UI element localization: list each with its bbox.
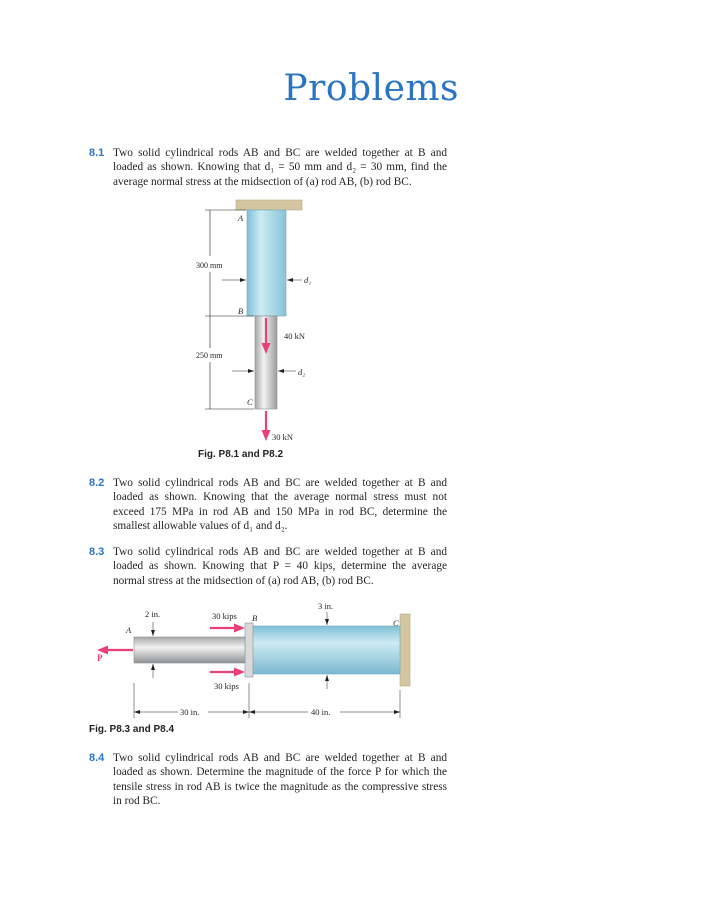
label-b: B xyxy=(238,306,244,316)
problem-text: Two solid cylindrical rods AB and BC are welded together at B and loaded as shown. Knowing that the average normal stress must not exceed 175 MPa in rod AB and 150 MPa in rod BC, determine the smallest allowable values of d₁ and d₂. xyxy=(113,477,447,533)
label-d1: d₁ xyxy=(304,275,312,285)
problem-text: Two solid cylindrical rods AB and BC are welded together at B and loaded as shown. Knowing that d₁ = 50 mm and d₂ = 30 mm, find the average normal stress at the midsection of (a) rod AB, (b) rod BC. xyxy=(113,147,447,188)
label-b: B xyxy=(252,613,258,623)
problem-number: 8.2 xyxy=(89,477,105,489)
rod-bc xyxy=(250,626,400,674)
label-c: C xyxy=(247,397,253,407)
figure-caption-p8-1: Fig. P8.1 and P8.2 xyxy=(198,449,284,460)
figure-caption-p8-3: Fig. P8.3 and P8.4 xyxy=(89,724,175,735)
flange-b xyxy=(245,623,253,677)
dim-ab-label: 300 mm xyxy=(196,261,223,270)
label-p: P xyxy=(97,653,103,663)
problem-number: 8.3 xyxy=(89,546,105,558)
load-40kn-label: 40 kN xyxy=(284,331,306,341)
len-ab-label: 30 in. xyxy=(180,707,200,717)
load-30kn-label: 30 kN xyxy=(272,432,294,442)
load-top-label: 30 kips xyxy=(212,611,237,621)
label-d2: d₂ xyxy=(298,367,306,377)
dia-ab-label: 2 in. xyxy=(145,609,161,619)
len-bc-label: 40 in. xyxy=(311,707,331,717)
label-c: C xyxy=(393,618,399,628)
label-a: A xyxy=(238,213,244,223)
dim-bc-label: 250 mm xyxy=(196,351,223,360)
problem-text: Two solid cylindrical rods AB and BC are welded together at B and loaded as shown. Knowing that P = 40 kips, determine the average normal stress at the midsection of (a) rod AB, (b) rod BC. xyxy=(113,546,447,587)
label-a: A xyxy=(126,625,132,635)
load-bottom-label: 30 kips xyxy=(214,681,239,691)
problem-8-4 xyxy=(89,751,447,809)
page-title: Problems xyxy=(283,68,459,109)
problem-text: Two solid cylindrical rods AB and BC are welded together at B and loaded as shown. Determine the magnitude of the force P for which the tensile stress in rod AB is twice the magnitude as the compressive stress in rod BC. xyxy=(113,752,447,808)
problem-number: 8.1 xyxy=(89,147,105,159)
rod-ab xyxy=(134,637,245,663)
problem-number: 8.4 xyxy=(89,752,105,764)
dia-bc-label: 3 in. xyxy=(318,601,334,611)
wall-support xyxy=(400,614,410,686)
